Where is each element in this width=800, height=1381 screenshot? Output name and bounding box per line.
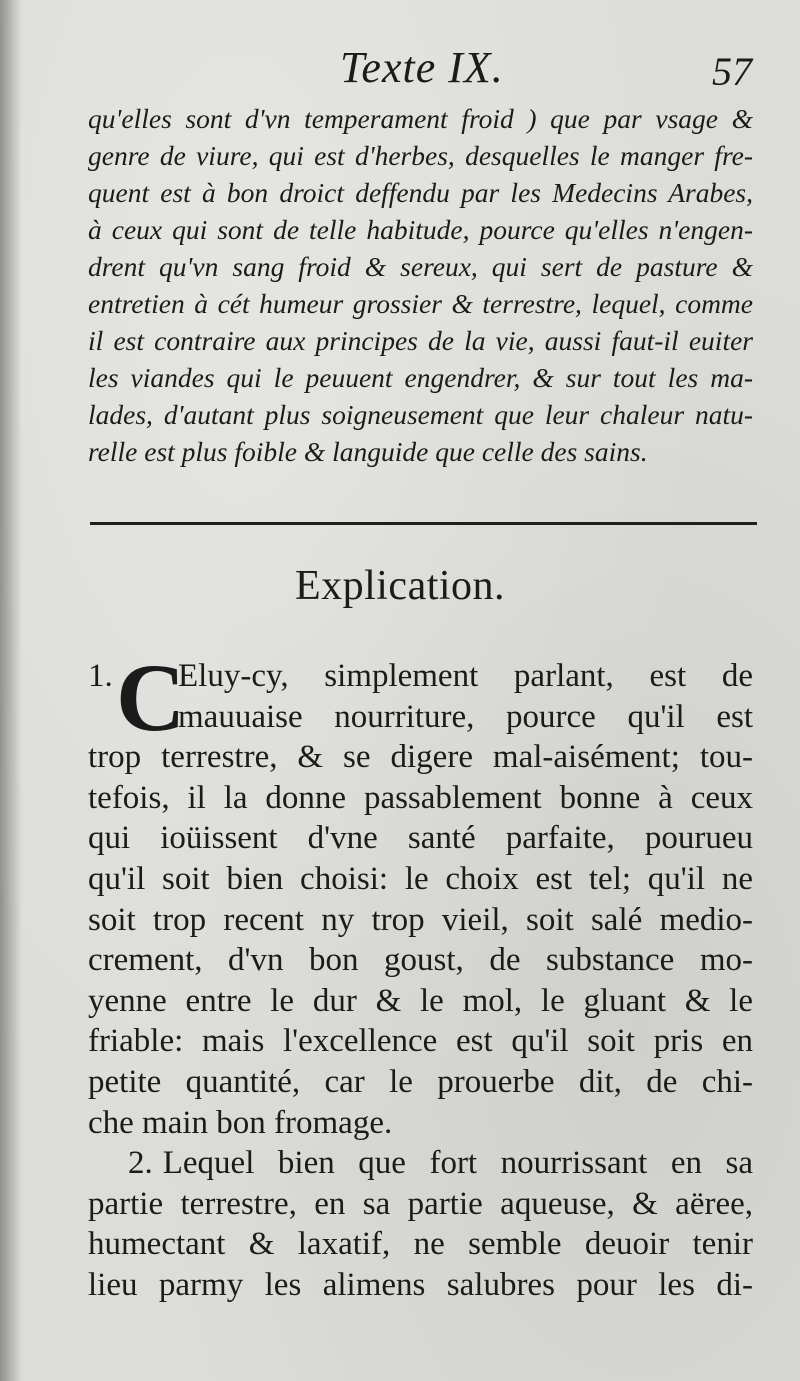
text-line: friable: mais l'excellence est qu'il soit pris en	[88, 1023, 753, 1060]
paragraph-2	[88, 1143, 753, 1305]
paragraph-1	[88, 644, 753, 1143]
text-line: à ceux qui sont de telle habitude, pource qu'elles n'engen-	[88, 214, 753, 245]
running-title: Texte IX.	[340, 43, 504, 92]
text-line: lieu parmy les alimens salubres pour les di-	[88, 1266, 753, 1303]
text-line: yenne entre le dur & le mol, le gluant & le	[88, 982, 753, 1019]
italic-text-block	[88, 100, 753, 470]
paragraph-number: 1.	[88, 658, 113, 694]
text-line: qu'il soit bien choisi: le choix est tel; qu'il ne	[88, 860, 753, 897]
text-line: lades, d'autant plus soigneusement que leur chaleur natu-	[88, 399, 753, 430]
text-line: quent est à bon droict deffendu par les Medecins Arabes,	[88, 177, 753, 208]
text-line: soit trop recent ny trop vieil, soit salé medio-	[88, 901, 753, 938]
text-line: il est contraire aux principes de la vie, aussi faut-il euiter	[88, 325, 753, 356]
text-line: genre de viure, qui est d'herbes, desquelles le manger fre-	[88, 140, 753, 171]
text-line: humectant & laxatif, ne semble deuoir tenir	[88, 1226, 753, 1263]
drop-cap-letter: C	[116, 644, 186, 751]
text-line: qu'elles sont d'vn temperament froid ) que par vsage &	[88, 103, 753, 134]
text-line-content: Lequel bien que fort nourrissant en sa	[162, 1145, 753, 1182]
text-line: qui ioüissent d'vne santé parfaite, pourueu	[88, 820, 753, 857]
text-line	[88, 1143, 753, 1184]
paragraph-number: 2.	[128, 1145, 153, 1182]
horizontal-rule	[90, 522, 757, 525]
text-line: relle est plus foible & languide que celle des sains.	[88, 436, 648, 467]
text-line: entretien à cét humeur grossier & terrestre, lequel, comme	[88, 288, 753, 319]
text-line: partie terrestre, en sa partie aqueuse, & aëree,	[88, 1185, 753, 1222]
text-line: petite quantité, car le prouerbe dit, de chi-	[88, 1063, 753, 1100]
text-line: mauuaise nourriture, pource qu'il est	[178, 698, 753, 735]
text-line: Eluy-cy, simplement parlant, est de	[178, 658, 753, 694]
text-line: crement, d'vn bon goust, de substance mo-	[88, 942, 753, 979]
text-line: trop terrestre, & se digere mal-aisément; tou-	[88, 739, 753, 776]
text-line: tefois, il la donne passablement bonne à ceux	[88, 779, 753, 816]
page-header	[0, 42, 800, 102]
page-gutter-shadow	[0, 0, 22, 1381]
explication-text	[88, 644, 753, 1306]
text-line: drent qu'vn sang froid & sereux, qui sert de pasture &	[88, 251, 753, 282]
page-number: 57	[712, 49, 752, 94]
section-heading: Explication.	[294, 563, 506, 609]
text-line: che main bon fromage.	[88, 1104, 393, 1141]
text-line: les viandes qui le peuuent engendrer, & sur tout les ma-	[88, 362, 753, 393]
